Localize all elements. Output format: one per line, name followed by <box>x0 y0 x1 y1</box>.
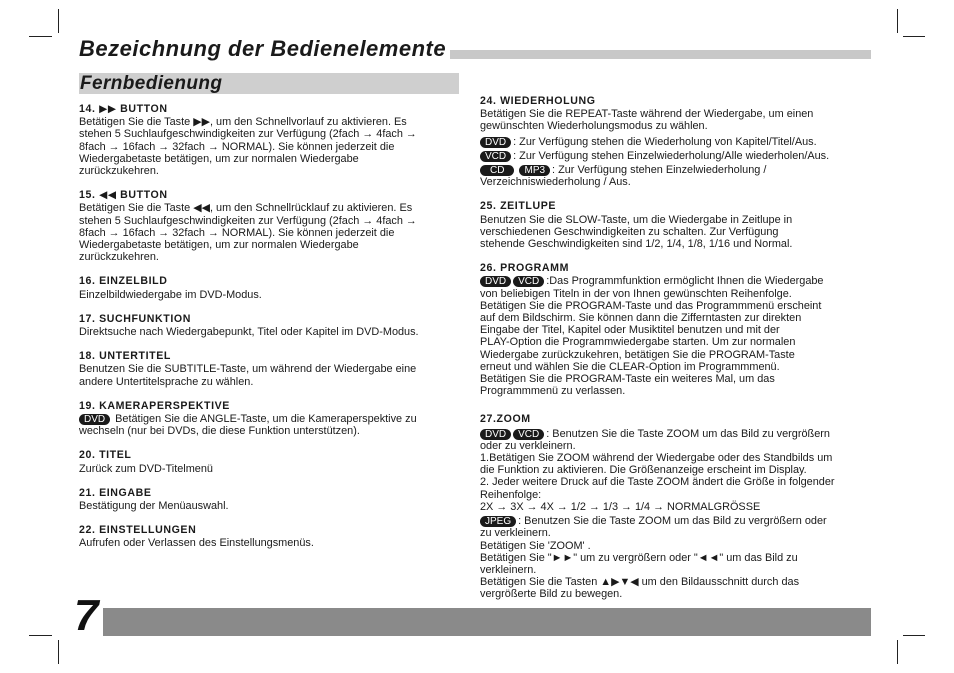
text-line: zurückzukehren. <box>79 251 159 264</box>
vcd-badge: VCD <box>513 276 544 287</box>
section-heading: 15. ◀◀ BUTTON <box>79 189 168 202</box>
section-26 <box>480 262 877 397</box>
text-line <box>480 428 877 440</box>
crop-mark <box>903 635 925 636</box>
section-heading: 17. SUCHFUNKTION <box>79 312 192 325</box>
cd-badge: CD <box>480 165 514 176</box>
crop-mark <box>29 635 52 636</box>
section-15 <box>79 189 464 263</box>
crop-mark <box>897 9 898 33</box>
text-line <box>480 150 877 162</box>
text-line: andere Untertitelsprache zu wählen. <box>79 375 254 388</box>
text-line: Betätigen Sie 'ZOOM' . <box>480 539 591 552</box>
section-14 <box>79 103 464 177</box>
text-line: 2X → 3X → 4X → 1/2 → 1/3 → 1/4 → NORMALGRÖSSE <box>480 500 761 513</box>
text-line: auf dem Bildschirm. Sie können dann die Zifferntasten zur direkten <box>480 312 802 325</box>
section-18 <box>79 350 464 388</box>
dvd-badge: DVD <box>480 276 511 287</box>
text-line: : Zur Verfügung stehen die Wiederholung von Kapitel/Titel/Aus. <box>513 135 817 148</box>
section-heading: 25. ZEITLUPE <box>480 200 557 213</box>
text-line: zurückzukehren. <box>79 165 159 178</box>
crop-mark <box>903 36 925 37</box>
section-heading: 21. EINGABE <box>79 486 152 499</box>
text-line: von beliebigen Titeln in der von Ihnen gewünschten Reihenfolge. <box>480 287 792 300</box>
section-heading: 18. UNTERTITEL <box>79 350 171 363</box>
text-line: Betätigen Sie die REPEAT-Taste während der Wiedergabe, um einen <box>480 108 814 121</box>
crop-mark <box>29 36 52 37</box>
text-line: : Benutzen Sie die Taste ZOOM um das Bild zu vergrößern <box>546 427 830 440</box>
section-25 <box>480 200 877 250</box>
text-line: : Zur Verfügung stehen Einzelwiederholung/Alle wiederholen/Aus. <box>513 149 830 162</box>
section-subtitle: Fernbedienung <box>80 73 223 94</box>
crop-mark <box>58 640 59 664</box>
section-17 <box>79 313 464 338</box>
vcd-badge: VCD <box>513 429 544 440</box>
text-line: PLAY-Option die Programmwiedergabe starten. Um zur normalen <box>480 336 796 349</box>
text-line: gewünschten Wiederholungsmodus zu wählen. <box>480 120 708 133</box>
page-title: Bezeichnung der Bedienelemente <box>79 36 450 62</box>
section-heading: 19. KAMERAPERSPEKTIVE <box>79 399 230 412</box>
crop-mark <box>897 640 898 664</box>
text-line: Benutzen Sie die SUBTITLE-Taste, um während der Wiedergabe eine <box>79 363 417 376</box>
section-27 <box>480 413 877 600</box>
section-heading: 24. WIEDERHOLUNG <box>480 95 596 107</box>
section-16 <box>79 275 464 300</box>
dvd-badge: DVD <box>480 429 511 440</box>
text-line: Direktsuche nach Wiedergabepunkt, Titel oder Kapitel im DVD-Modus. <box>79 326 419 339</box>
section-22 <box>79 524 464 549</box>
text-line: 2. Jeder weitere Druck auf die Taste ZOOM ändert die Größe in folgender <box>480 476 835 489</box>
section-21 <box>79 487 464 512</box>
text-line: Verzeichniswiederholung / Aus. <box>480 176 631 189</box>
text-line: stehen 5 Suchlaufgeschwindigkeiten zur Verfügung (2fach → 4fach → <box>79 214 417 227</box>
section-heading: 26. PROGRAMM <box>480 262 570 275</box>
text-line: Zurück zum DVD-Titelmenü <box>79 462 213 475</box>
text-line: :Das Programmfunktion ermöglicht Ihnen die Wiedergabe <box>546 275 824 288</box>
text-line: Einzelbildwiedergabe im DVD-Modus. <box>79 288 262 301</box>
text-line: : Benutzen Sie die Taste ZOOM um das Bild zu vergrößern oder <box>518 515 827 528</box>
text-line <box>480 515 877 527</box>
section-heading: 16. EINZELBILD <box>79 275 168 288</box>
crop-mark <box>58 9 59 33</box>
text-line: 8fach → 16fach → 32fach → NORMAL). Sie können jederzeit die <box>79 140 395 153</box>
text-line <box>480 275 877 287</box>
section-24 <box>480 95 877 188</box>
text-line: die Funktion zu aktivieren. Die Größenanzeige erscheint im Display. <box>480 464 807 477</box>
section-19 <box>79 400 464 438</box>
jpeg-badge: JPEG <box>480 516 516 527</box>
text-line: vergrößerte Bild zu bewegen. <box>480 588 623 601</box>
section-heading: 22. EINSTELLUNGEN <box>79 524 197 537</box>
section-20 <box>79 449 464 474</box>
text-line: zu verkleinern. <box>480 527 551 540</box>
text-line: Benutzen Sie die SLOW-Taste, um die Wiedergabe in Zeitlupe in <box>480 213 793 226</box>
text-line: Bestätigung der Menüauswahl. <box>79 500 229 513</box>
text-line: Betätigen Sie "►►" um zu vergrößern oder "◄◄" um das Bild zu <box>480 551 798 564</box>
text-line: verkleinern. <box>480 563 537 576</box>
text-line: Aufrufen oder Verlassen des Einstellungsmenüs. <box>79 537 314 550</box>
text-line: Programmmenü zu verlassen. <box>480 385 626 398</box>
right-column <box>480 95 877 613</box>
section-heading: 27.ZOOM <box>480 413 531 426</box>
vcd-badge: VCD <box>480 151 511 162</box>
text-line: Betätigen Sie die Taste ▶▶, um den Schnellvorlauf zu aktivieren. Es <box>79 116 407 129</box>
text-line: Betätigen Sie die PROGRAM-Taste und das Programmmenü erscheint <box>480 299 822 312</box>
text-line: Betätigen Sie die Taste ◀◀, um den Schnellrücklauf zu aktivieren. Es <box>79 202 413 215</box>
section-heading: 20. TITEL <box>79 449 132 462</box>
text-line: Reihenfolge: <box>480 488 542 501</box>
text-line: verschiedenen Geschwindigkeiten zu schalten. Zur Verfügung <box>480 225 779 238</box>
text-line: Betätigen Sie die Tasten ▲▶▼◀ um den Bildausschnitt durch das <box>480 576 800 589</box>
section-heading: 14. ▶▶ BUTTON <box>79 103 168 115</box>
mp3-badge: MP3 <box>519 165 550 176</box>
text-line <box>480 136 877 148</box>
text-line: : Zur Verfügung stehen Einzelwiederholung / <box>552 164 767 177</box>
text-line <box>480 164 877 176</box>
text-line: 8fach → 16fach → 32fach → NORMAL). Sie können jederzeit die <box>79 226 395 239</box>
footer-bar <box>103 608 871 636</box>
text-line: Betätigen Sie die PROGRAM-Taste ein weiteres Mal, um das <box>480 373 775 386</box>
dvd-badge: DVD <box>79 414 110 425</box>
page-number: 7 <box>74 591 99 640</box>
text-line: Wiedergabetaste betätigen, um zur normalen Wiedergabe <box>79 239 359 252</box>
text-line: oder zu verkleinern. <box>480 439 576 452</box>
text-line: stehen 5 Suchlaufgeschwindigkeiten zur Verfügung (2fach → 4fach → <box>79 128 417 141</box>
text-line: Betätigen Sie die ANGLE-Taste, um die Kameraperspektive zu <box>115 413 417 426</box>
text-line <box>79 413 464 425</box>
text-line: stehende Geschwindigkeiten sind 1/2, 1/4, 1/8, 1/16 und Normal. <box>480 238 793 251</box>
dvd-badge: DVD <box>480 137 511 148</box>
text-line: Wiedergabetaste betätigen, um zur normalen Wiedergabe <box>79 152 359 165</box>
text-line: Wiedergabe zurückzukehren, betätigen Sie die PROGRAM-Taste <box>480 348 795 361</box>
text-line: erneut und wählen Sie die CLEAR-Option im Programmmenü. <box>480 360 780 373</box>
text-line: wechseln (nur bei DVDs, die diese Funktion unterstützen). <box>79 425 360 438</box>
text-line: Eingabe der Titel, Kapitel oder Musiktitel benutzen und mit der <box>480 324 780 337</box>
left-column <box>79 103 464 562</box>
text-line: 1.Betätigen Sie ZOOM während der Wiedergabe oder des Standbilds um <box>480 452 833 465</box>
